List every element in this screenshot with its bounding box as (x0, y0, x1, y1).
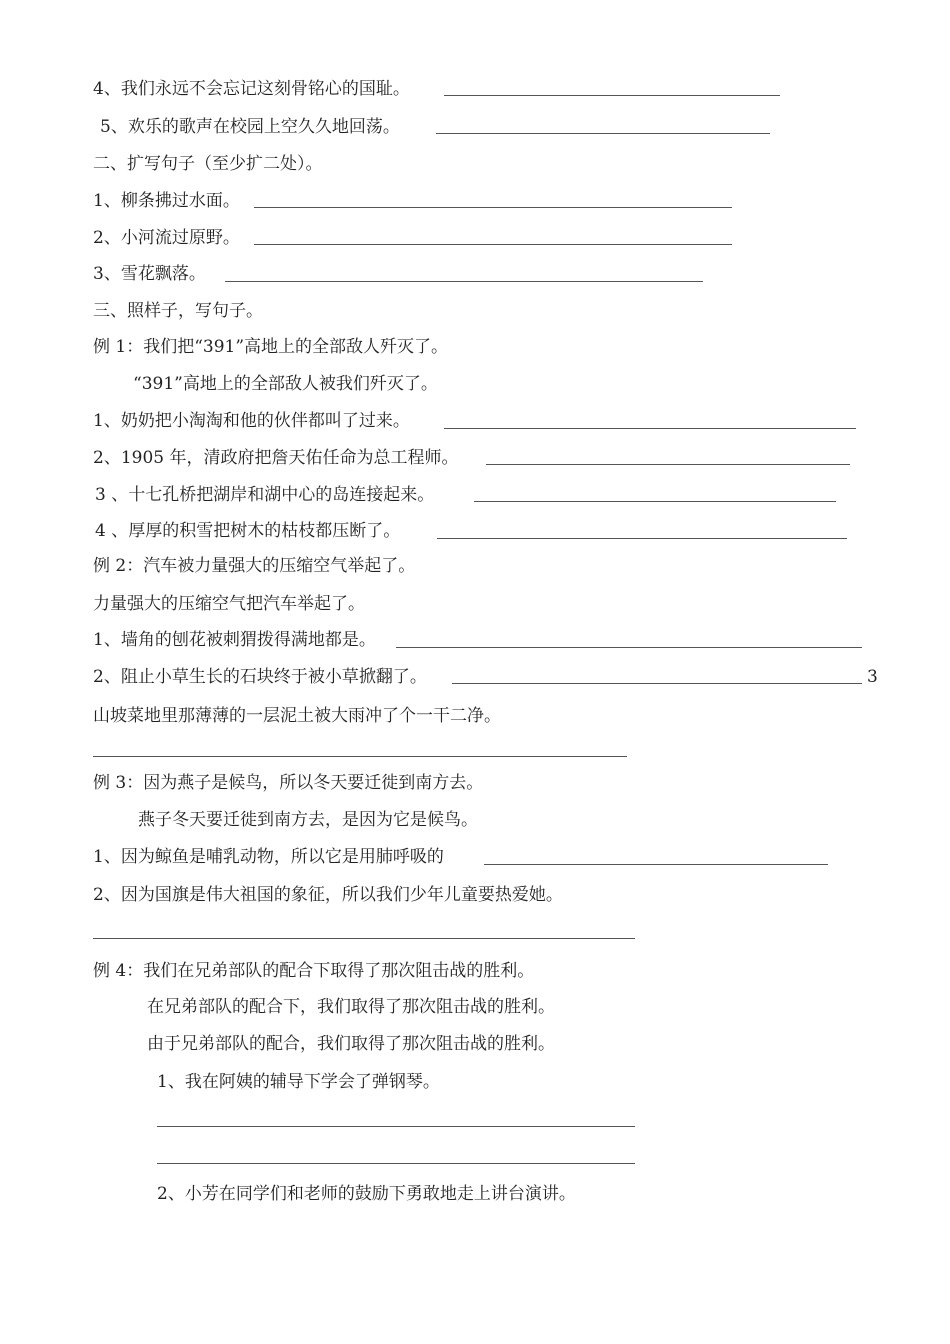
exercise-line (93, 629, 376, 651)
answer-blank[interactable] (474, 501, 836, 502)
exercise-line (100, 116, 400, 138)
exercise-line (93, 884, 563, 906)
section-heading-text: 二、扩写句子（至少扩二处）。 (93, 154, 323, 174)
example-line (93, 555, 415, 577)
example-line (93, 336, 448, 358)
line-text: 在兄弟部队的配合下，我们取得了那次阻击战的胜利。 (147, 997, 555, 1017)
line-text: 例 2：汽车被力量强大的压缩空气举起了。 (93, 556, 416, 576)
line-text: “391”高地上的全部敌人被我们歼灭了。 (133, 374, 438, 394)
answer-blank[interactable] (436, 133, 770, 134)
line-text: 燕子冬天要迁徙到南方去，是因为它是候鸟。 (138, 810, 478, 830)
line-text: 由于兄弟部队的配合，我们取得了那次阻击战的胜利。 (147, 1034, 555, 1054)
answer-blank[interactable] (444, 428, 856, 429)
line-text: 2、小河流过原野。 (93, 228, 240, 248)
line-text: 4 、厚厚的积雪把树木的枯枝都压断了。 (95, 521, 401, 541)
line-text: 3 (867, 667, 878, 687)
answer-blank[interactable] (484, 864, 828, 865)
example-line (147, 996, 555, 1018)
section-heading (93, 153, 323, 175)
example-line (93, 593, 365, 615)
line-text: 3、雪花飘落。 (93, 264, 206, 284)
exercise-line (95, 520, 400, 542)
example-line (93, 960, 534, 982)
example-line (93, 772, 483, 794)
line-text: 1、奶奶把小淘淘和他的伙伴都叫了过来。 (93, 411, 410, 431)
line-text: 2、因为国旗是伟大祖国的象征，所以我们少年儿童要热爱她。 (93, 885, 563, 905)
line-text: 山坡菜地里那薄薄的一层泥土被大雨冲了个一干二净。 (93, 706, 501, 726)
answer-blank[interactable] (93, 756, 627, 757)
line-text: 1、柳条拂过水面。 (93, 191, 240, 211)
exercise-line (95, 484, 434, 506)
answer-blank[interactable] (254, 207, 732, 208)
answer-blank[interactable] (437, 538, 847, 539)
answer-blank[interactable] (486, 464, 850, 465)
exercise-line (93, 227, 240, 249)
line-text: 2、阻止小草生长的石块终于被小草掀翻了。 (93, 667, 427, 687)
answer-blank[interactable] (157, 1126, 635, 1127)
example-line (147, 1033, 555, 1055)
line-text: 例 3：因为燕子是候鸟，所以冬天要迁徙到南方去。 (93, 773, 484, 793)
line-text: 4、我们永远不会忘记这刻骨铭心的国耻。 (93, 79, 410, 99)
exercise-line (157, 1183, 576, 1205)
example-line (133, 373, 438, 395)
line-text: 2、小芳在同学们和老师的鼓励下勇敢地走上讲台演讲。 (157, 1184, 576, 1204)
exercise-line (157, 1071, 440, 1093)
line-text: 力量强大的压缩空气把汽车举起了。 (93, 594, 365, 614)
line-text: 5、欢乐的歌声在校园上空久久地回荡。 (100, 117, 400, 137)
answer-blank[interactable] (396, 647, 862, 648)
exercise-line (93, 846, 444, 868)
answer-blank[interactable] (225, 281, 703, 282)
line-text: 1、因为鲸鱼是哺乳动物，所以它是用肺呼吸的 (93, 847, 444, 867)
exercise-line (93, 447, 458, 469)
line-text: 3 、十七孔桥把湖岸和湖中心的岛连接起来。 (95, 485, 435, 505)
exercise-line (93, 190, 240, 212)
item-number (867, 666, 878, 688)
exercise-line (93, 78, 410, 100)
answer-blank[interactable] (452, 683, 862, 684)
example-line (138, 809, 478, 831)
answer-blank[interactable] (254, 244, 732, 245)
section-heading (93, 300, 263, 322)
exercise-line (93, 410, 410, 432)
line-text: 例 4：我们在兄弟部队的配合下取得了那次阻击战的胜利。 (93, 961, 535, 981)
exercise-line (93, 666, 427, 688)
exercise-line (93, 705, 501, 727)
line-text: 例 1：我们把“391”高地上的全部敌人歼灭了。 (93, 337, 449, 357)
answer-blank[interactable] (444, 95, 780, 96)
section-heading-text: 三、照样子，写句子。 (93, 301, 263, 321)
answer-blank[interactable] (93, 938, 635, 939)
answer-blank[interactable] (157, 1163, 635, 1164)
line-text: 2、1905 年，清政府把詹天佑任命为总工程师。 (93, 448, 459, 468)
exercise-line (93, 263, 206, 285)
line-text: 1、墙角的刨花被刺猬拨得满地都是。 (93, 630, 376, 650)
line-text: 1、我在阿姨的辅导下学会了弹钢琴。 (157, 1072, 440, 1092)
